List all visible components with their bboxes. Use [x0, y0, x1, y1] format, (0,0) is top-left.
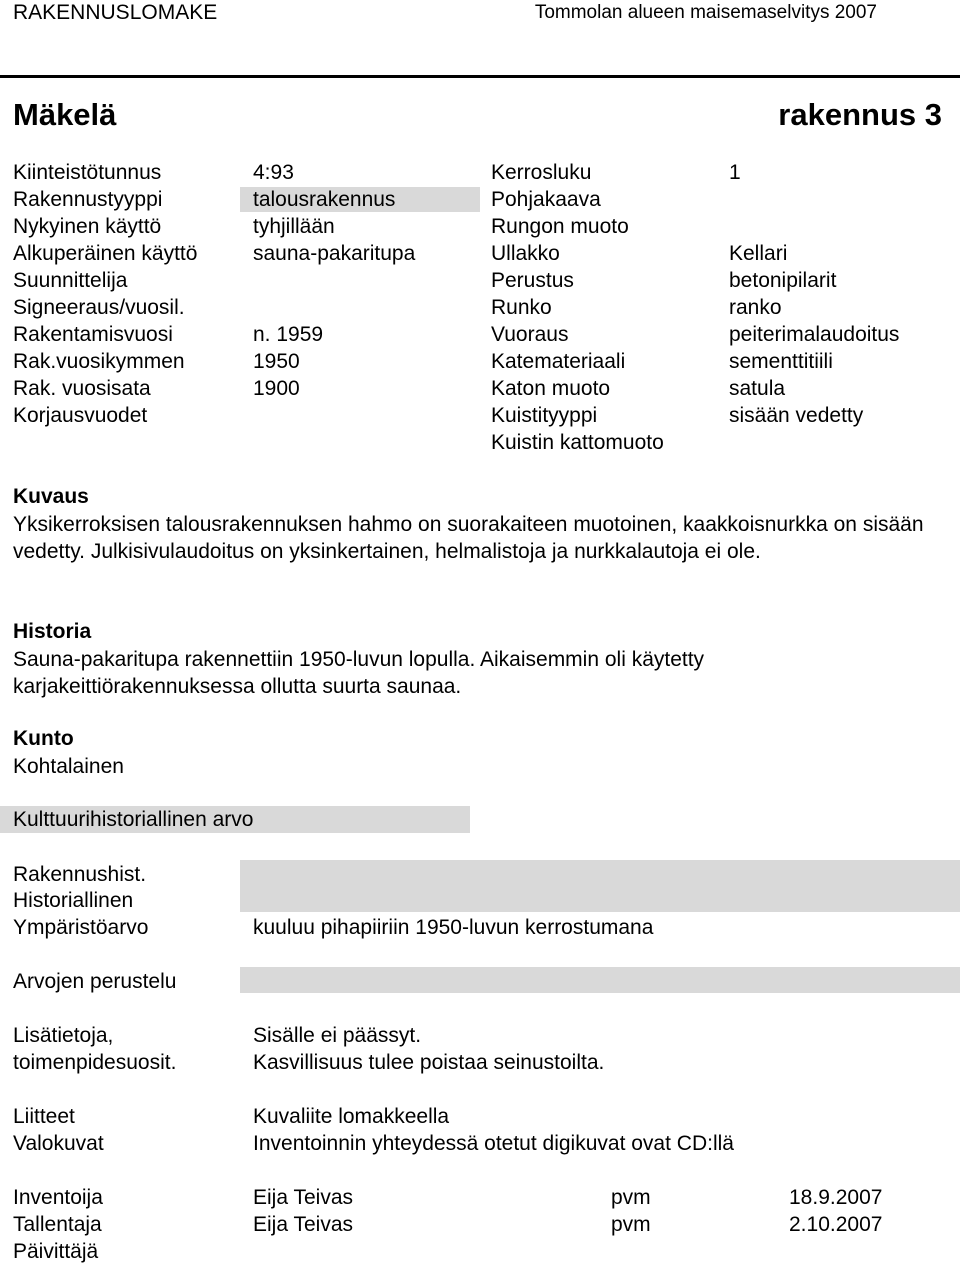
- field-label: Perustus: [491, 269, 574, 292]
- field-value: sisään vedetty: [729, 404, 864, 427]
- ymparistoarvo-label: Ympäristöarvo: [13, 916, 149, 939]
- pvm-label-2: pvm: [611, 1213, 651, 1236]
- field-value: 1950: [253, 350, 300, 373]
- field-value: 1900: [253, 377, 300, 400]
- field-label: Alkuperäinen käyttö: [13, 242, 198, 265]
- inventoija-value: Eija Teivas: [253, 1186, 353, 1209]
- field-label: Kuistityyppi: [491, 404, 598, 427]
- field-label: Pohjakaava: [491, 188, 601, 211]
- pvm-label-1: pvm: [611, 1186, 651, 1209]
- field-label: Nykyinen käyttö: [13, 215, 162, 238]
- field-label: Kuistin kattomuoto: [491, 431, 664, 454]
- perustelu-label: Arvojen perustelu: [13, 970, 177, 993]
- tallentaja-label: Tallentaja: [13, 1213, 102, 1236]
- kunto-heading: Kunto: [13, 727, 74, 750]
- field-label: Rakentamisvuosi: [13, 323, 173, 346]
- field-value: betonipilarit: [729, 269, 837, 292]
- ymparistoarvo-value: kuuluu pihapiiriin 1950-luvun kerrostumana: [253, 916, 654, 939]
- field-value: Kellari: [729, 242, 788, 265]
- liitteet-label: Liitteet: [13, 1105, 75, 1128]
- historia-heading: Historia: [13, 620, 92, 643]
- field-value: tyhjillään: [253, 215, 335, 238]
- rakennushist-value-shade: [240, 860, 960, 912]
- kunto-value: Kohtalainen: [13, 755, 124, 778]
- lisatietoja-value-1: Sisälle ei päässyt.: [253, 1024, 422, 1047]
- lisatietoja-label: Lisätietoja,: [13, 1024, 114, 1047]
- arvo-heading: Kulttuurihistoriallinen arvo: [13, 808, 254, 831]
- field-label: Katemateriaali: [491, 350, 626, 373]
- field-value: peiterimalaudoitus: [729, 323, 900, 346]
- field-value: ranko: [729, 296, 782, 319]
- field-label: Rungon muoto: [491, 215, 629, 238]
- field-label: Rak.vuosikymmen: [13, 350, 185, 373]
- field-value: sementtitiili: [729, 350, 833, 373]
- field-label: Signeeraus/vuosil.: [13, 296, 185, 319]
- pvm-value-2: 2.10.2007: [789, 1213, 883, 1236]
- historia-text: Sauna-pakaritupa rakennettiin 1950-luvun lopulla. Aikaisemmin oli käytetty karjakeittiörakennuksessa ollutta suurta saunaa.: [13, 648, 705, 698]
- form-type-label: RAKENNUSLOMAKE: [13, 1, 218, 24]
- place-name: Mäkelä: [13, 97, 117, 132]
- pvm-value-1: 18.9.2007: [789, 1186, 883, 1209]
- field-label: Runko: [491, 296, 552, 319]
- header-rule: [0, 75, 960, 78]
- tallentaja-value: Eija Teivas: [253, 1213, 353, 1236]
- paivittaja-label: Päivittäjä: [13, 1240, 99, 1263]
- field-value: 1: [729, 161, 741, 184]
- field-value: sauna-pakaritupa: [253, 242, 416, 265]
- building-number: rakennus 3: [778, 97, 942, 132]
- historiallinen-label: Historiallinen: [13, 889, 134, 912]
- valokuvat-label: Valokuvat: [13, 1132, 104, 1155]
- liitteet-value: Kuvaliite lomakkeella: [253, 1105, 450, 1128]
- field-label: Vuoraus: [491, 323, 569, 346]
- kuvaus-text: Yksikerroksisen talousrakennuksen hahmo on suorakaiteen muotoinen, kaakkoisnurkka on sisään vedetty. Julkisivulaudoitus on yksinkertainen, helmalistoja ja nurkkalautoja ei ole.: [13, 513, 924, 563]
- rakennushist-label: Rakennushist.: [13, 863, 147, 886]
- field-label: Kiinteistötunnus: [13, 161, 162, 184]
- field-label: Ullakko: [491, 242, 560, 265]
- field-label: Korjausvuodet: [13, 404, 148, 427]
- field-label: Rakennustyyppi: [13, 188, 163, 211]
- field-label: Katon muoto: [491, 377, 611, 400]
- field-label: Rak. vuosisata: [13, 377, 151, 400]
- lisatietoja-value-2: Kasvillisuus tulee poistaa seinustoilta.: [253, 1051, 605, 1074]
- field-label: Kerrosluku: [491, 161, 592, 184]
- field-label: Suunnittelija: [13, 269, 128, 292]
- field-value: n. 1959: [253, 323, 324, 346]
- field-value: satula: [729, 377, 786, 400]
- field-value: talousrakennus: [253, 188, 396, 211]
- valokuvat-value: Inventoinnin yhteydessä otetut digikuvat ovat CD:llä: [253, 1132, 734, 1155]
- toimenpide-label: toimenpidesuosit.: [13, 1051, 177, 1074]
- kuvaus-heading: Kuvaus: [13, 485, 89, 508]
- field-value: 4:93: [253, 161, 294, 184]
- survey-title: Tommolan alueen maisemaselvitys 2007: [534, 2, 877, 23]
- inventoija-label: Inventoija: [13, 1186, 103, 1209]
- perustelu-value-shade: [240, 967, 960, 993]
